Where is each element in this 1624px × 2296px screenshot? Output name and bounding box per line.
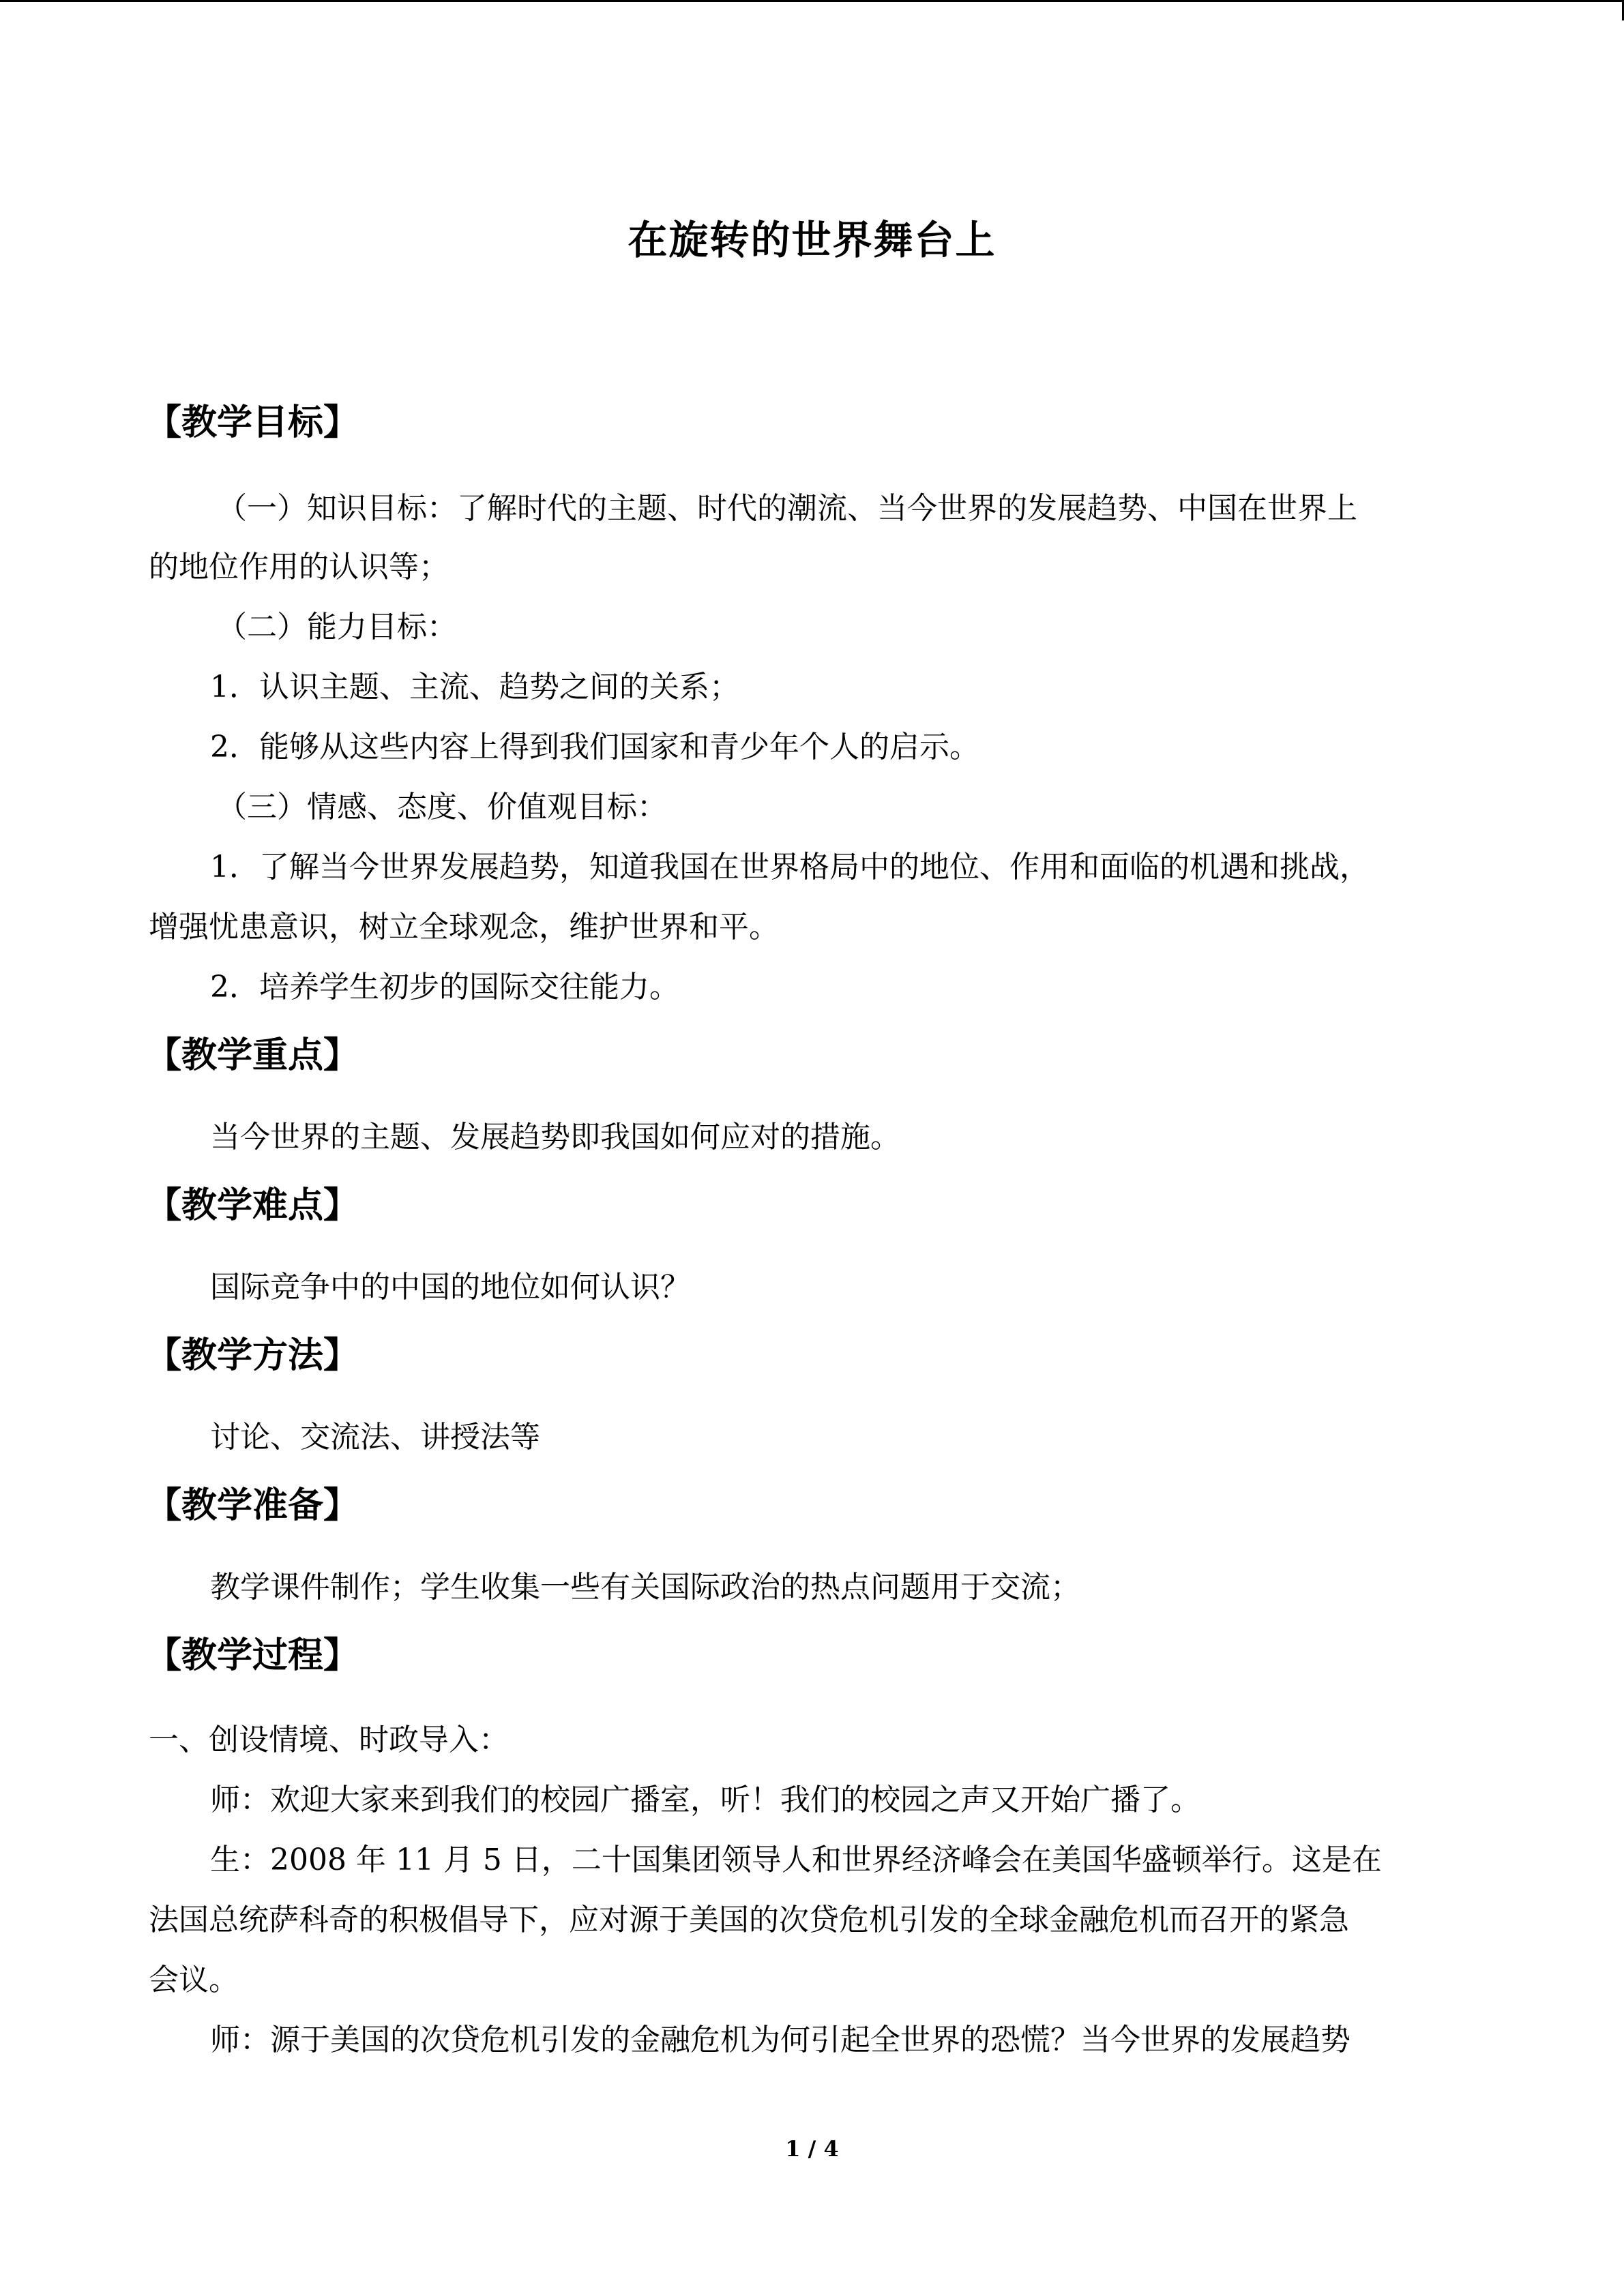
methods-text: 讨论、交流法、讲授法等 <box>210 1420 540 1455</box>
key-points-text: 当今世界的主题、发展趋势即我国如何应对的措施。 <box>210 1120 900 1154</box>
process-line-2: 师：欢迎大家来到我们的校园广播室，听！我们的校园之声又开始广播了。 <box>210 1783 1200 1817</box>
process-line-6: 师：源于美国的次贷危机引发的金融危机为何引起全世界的恐慌？当今世界的发展趋势 <box>210 2023 1350 2057</box>
page-number: 1 / 4 <box>785 2136 839 2162</box>
difficulties-text: 国际竞争中的中国的地位如何认识？ <box>210 1270 690 1304</box>
document-title: 在旋转的世界舞台上 <box>628 217 996 263</box>
heading-preparation: 【教学准备】 <box>146 1485 359 1526</box>
heading-methods: 【教学方法】 <box>146 1335 359 1376</box>
objectives-line-6: （三）情感、态度、价值观目标： <box>217 790 667 824</box>
objectives-line-7: 1．了解当今世界发展趋势，知道我国在世界格局中的地位、作用和面临的机遇和挑战， <box>210 850 1370 884</box>
heading-key-points: 【教学重点】 <box>146 1034 359 1076</box>
heading-difficulties: 【教学难点】 <box>146 1184 359 1226</box>
objectives-line-3: （二）能力目标： <box>217 610 457 644</box>
process-line-1: 一、创设情境、时政导入： <box>149 1723 509 1757</box>
objectives-line-9: 2．培养学生初步的国际交往能力。 <box>210 970 679 1004</box>
process-line-5: 会议。 <box>149 1963 239 1997</box>
process-line-3: 生：2008 年 11 月 5 日，二十国集团领导人和世界经济峰会在美国华盛顿举行。这是在 <box>210 1843 1382 1877</box>
preparation-text: 教学课件制作；学生收集一些有关国际政治的热点问题用于交流； <box>210 1570 1080 1605</box>
heading-process: 【教学过程】 <box>146 1635 359 1676</box>
objectives-line-2: 的地位作用的认识等； <box>149 550 449 584</box>
objectives-line-4: 1．认识主题、主流、趋势之间的关系； <box>210 670 739 704</box>
heading-objectives: 【教学目标】 <box>146 402 359 443</box>
page-top-border <box>0 0 1624 2</box>
process-line-4: 法国总统萨科奇的积极倡导下，应对源于美国的次贷危机引发的全球金融危机而召开的紧急 <box>149 1903 1349 1937</box>
objectives-line-8: 增强忧患意识，树立全球观念，维护世界和平。 <box>149 910 779 944</box>
objectives-line-1: （一）知识目标：了解时代的主题、时代的潮流、当今世界的发展趋势、中国在世界上 <box>217 491 1357 526</box>
objectives-line-5: 2．能够从这些内容上得到我们国家和青少年个人的启示。 <box>210 730 979 764</box>
